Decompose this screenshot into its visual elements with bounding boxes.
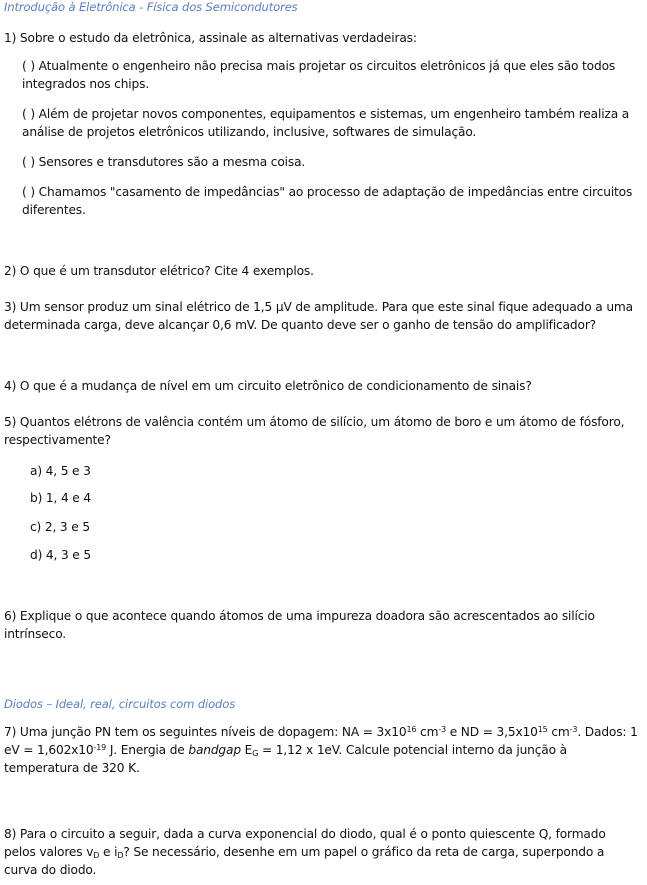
question-2: 2) O que é um transdutor elétrico? Cite 4 exemplos. xyxy=(4,264,314,278)
question-1-option-1: ( ) Atualmente o engenheiro não precisa mais projetar os circuitos eletrônicos já que eles são todos integrados nos chips. xyxy=(22,59,616,91)
question-6: 6) Explique o que acontece quando átomos de uma impureza doadora são acrescentados ao silício intrínseco. xyxy=(4,609,595,641)
section-title-diodes: Diodos – Ideal, real, circuitos com diodos xyxy=(4,697,236,711)
question-1-option-3: ( ) Sensores e transdutores são a mesma coisa. xyxy=(22,155,306,169)
question-5-option-b: b) 1, 4 e 4 xyxy=(30,491,91,505)
question-5-option-a: a) 4, 5 e 3 xyxy=(30,464,91,478)
question-5-option-c: c) 2, 3 e 5 xyxy=(30,520,90,534)
question-3: 3) Um sensor produz um sinal elétrico de 1,5 µV de amplitude. Para que este sinal fique adequado a uma determinada carga, deve alcançar 0,6 mV. De quanto deve ser o ganho de tensão do amplificador? xyxy=(4,300,633,332)
question-4: 4) O que é a mudança de nível em um circuito eletrônico de condicionamento de sinais? xyxy=(4,379,532,393)
question-5-option-d: d) 4, 3 e 5 xyxy=(30,548,91,562)
question-1: 1) Sobre o estudo da eletrônica, assinale as alternativas verdadeiras: xyxy=(4,31,417,45)
question-5: 5) Quantos elétrons de valência contém um átomo de silício, um átomo de boro e um átomo de fósforo, respectivamente? xyxy=(4,415,625,447)
question-7: 7) Uma junção PN tem os seguintes níveis de dopagem: NA = $3x10^{16}$ $cm^{-3}$ e ND = $3,5x10^{15}$ $cm^{-3}$. Dados: 1 eV = $1,602x10^{-19}$ J. Energia de bandgap $E_G = 1,12$ x 1eV. Calcule potencial interno da junção à temperatura de 320 K. xyxy=(4,725,638,775)
section-title-semiconductors: Introdução à Eletrônica - Física dos Semicondutores xyxy=(4,0,298,14)
question-1-option-2: ( ) Além de projetar novos componentes, equipamentos e sistemas, um engenheiro também realiza a análise de projetos eletrônicos utilizando, inclusive, softwares de simulação. xyxy=(22,107,630,139)
question-8: 8) Para o circuito a seguir, dada a curva exponencial do diodo, qual é o ponto quiescente Q, formado pelos valores $v_D$ e $i_D$? Se necessário, desenhe em um papel o gráfico da reta de carga, superpondo a curva do diodo. xyxy=(4,827,606,877)
question-1-option-4: ( ) Chamamos "casamento de impedâncias" ao processo de adaptação de impedâncias entre circuitos diferentes. xyxy=(22,185,633,217)
